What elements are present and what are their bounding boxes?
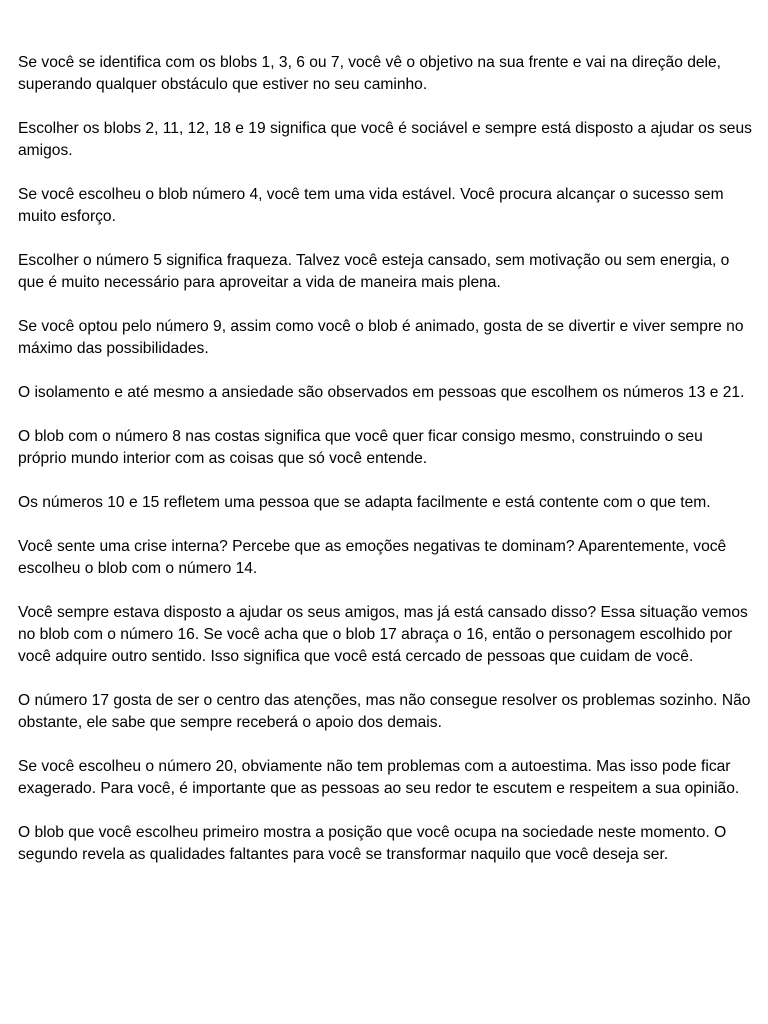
paragraph-blob-8: O blob com o número 8 nas costas significa que você quer ficar consigo mesmo, construindo o seu próprio mundo interior com as coisas que só você entende. (18, 428, 703, 467)
paragraph-blob-17: O número 17 gosta de ser o centro das atenções, mas não consegue resolver os problemas sozinho. Não obstante, ele sabe que sempre receberá o apoio dos demais. (18, 692, 751, 731)
paragraph-first-second-choice: O blob que você escolheu primeiro mostra a posição que você ocupa na sociedade neste momento. O segundo revela as qualidades faltantes para você se transformar naquilo que você deseja ser. (18, 824, 727, 863)
paragraph-blob-20: Se você escolheu o número 20, obviamente não tem problemas com a autoestima. Mas isso pode ficar exagerado. Para você, é importante que as pessoas ao seu redor te escutem e respeitem a sua opinião. (18, 758, 740, 797)
paragraph-blob-9: Se você optou pelo número 9, assim como você o blob é animado, gosta de se divertir e viver sempre no máximo das possibilidades. (18, 318, 744, 357)
paragraph-blobs-2-11-12-18-19: Escolher os blobs 2, 11, 12, 18 e 19 significa que você é sociável e sempre está disposto a ajudar os seus amigos. (18, 120, 752, 159)
paragraph-blob-5: Escolher o número 5 significa fraqueza. Talvez você esteja cansado, sem motivação ou sem energia, o que é muito necessário para aproveitar a vida de maneira mais plena. (18, 252, 730, 291)
paragraph-blobs-10-15: Os números 10 e 15 refletem uma pessoa que se adapta facilmente e está contente com o que tem. (18, 494, 711, 511)
paragraph-blob-14: Você sente uma crise interna? Percebe que as emoções negativas te dominam? Aparentemente, você escolheu o blob com o número 14. (18, 538, 727, 577)
paragraph-blobs-13-21: O isolamento e até mesmo a ansiedade são observados em pessoas que escolhem os números 13 e 21. (18, 384, 745, 401)
paragraph-blobs-1-3-6-7: Se você se identifica com os blobs 1, 3, 6 ou 7, você vê o objetivo na sua frente e vai na direção dele, superando qualquer obstáculo que estiver no seu caminho. (18, 54, 722, 93)
paragraph-blob-16: Você sempre estava disposto a ajudar os seus amigos, mas já está cansado disso? Essa situação vemos no blob com o número 16. Se você acha que o blob 17 abraça o 16, então o personagem escolhido por você adquire outro sentido. Isso significa que você está cercado de pessoas que cuidam de você. (18, 604, 748, 665)
paragraph-blob-4: Se você escolheu o blob número 4, você tem uma vida estável. Você procura alcançar o sucesso sem muito esforço. (18, 186, 724, 225)
document-body (18, 52, 754, 888)
